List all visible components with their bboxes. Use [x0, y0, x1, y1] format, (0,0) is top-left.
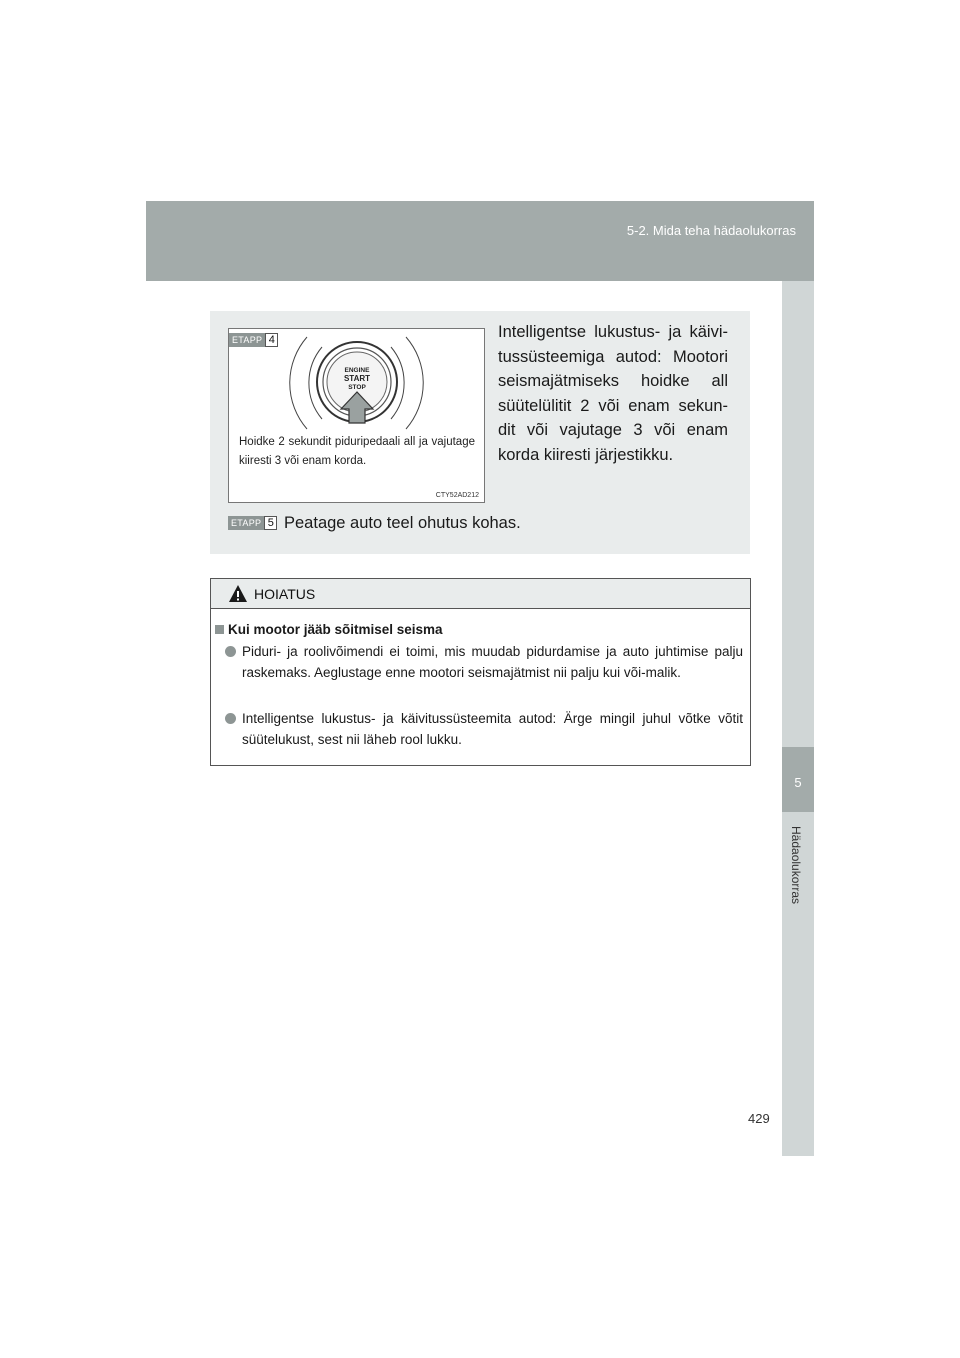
warning-bullet-text: Intelligentse lukustus- ja käivitussüsteemita autod: Ärge mingil juhul võtke võtit süütelukust, sest nii läheb rool lukku. — [242, 711, 743, 747]
warning-title: HOIATUS — [254, 586, 316, 602]
figure-caption: Hoidke 2 sekundit piduripedaali all ja vajutage kiiresti 3 või enam korda. — [239, 436, 475, 467]
chapter-label: Hädaolukorras — [789, 826, 803, 905]
step4-text: Intelligentse lukustus- ja käivi-tussüsteemiga autod: Mootori seismajätmiseks hoidke all süütelülitit 2 või enam sekun-dit või vajutage 3 või enam korda kiiresti järjestikku. — [498, 323, 728, 464]
header-bar — [146, 201, 814, 281]
button-line3: STOP — [348, 384, 366, 391]
step5-badge-label: ETAPP — [228, 516, 264, 530]
button-line1: ENGINE — [344, 367, 370, 374]
warning-triangle-icon — [228, 584, 248, 603]
figure-code: CTY52AD212 — [435, 492, 479, 499]
warning-bullet — [225, 708, 743, 750]
warning-header — [211, 579, 750, 609]
warning-bullet — [225, 641, 743, 683]
chapter-number: 5 — [794, 775, 802, 790]
button-line2: START — [343, 374, 371, 383]
section-title: 5-2. Mida teha hädaolukorras — [626, 223, 796, 238]
step5-badge-number: 5 — [264, 516, 277, 530]
warning-bullet-text: Piduri- ja roolivõimendi ei toimi, mis muudab pidurdamise ja auto juhtimise palju raskemaks. Aeglustage enne mootori seismajätmist nii palju kui või-malik. — [242, 644, 743, 680]
bullet-dot-icon — [225, 713, 236, 724]
step4-badge-number: 4 — [265, 333, 278, 347]
chapter-tab — [782, 747, 814, 812]
step4-badge-label: ETAPP — [229, 333, 265, 347]
step5-badge — [228, 516, 277, 530]
warning-box — [210, 578, 751, 766]
step4-badge — [229, 333, 278, 347]
warning-heading — [215, 622, 443, 637]
page-number: 429 — [748, 1111, 770, 1126]
warning-heading-text: Kui mootor jääb sõitmisel seisma — [228, 622, 443, 637]
step5-text: Peatage auto teel ohutus kohas. — [284, 514, 521, 532]
engine-button-figure — [228, 328, 485, 503]
bullet-dot-icon — [225, 646, 236, 657]
square-bullet-icon — [215, 625, 224, 634]
side-strip — [782, 281, 814, 747]
